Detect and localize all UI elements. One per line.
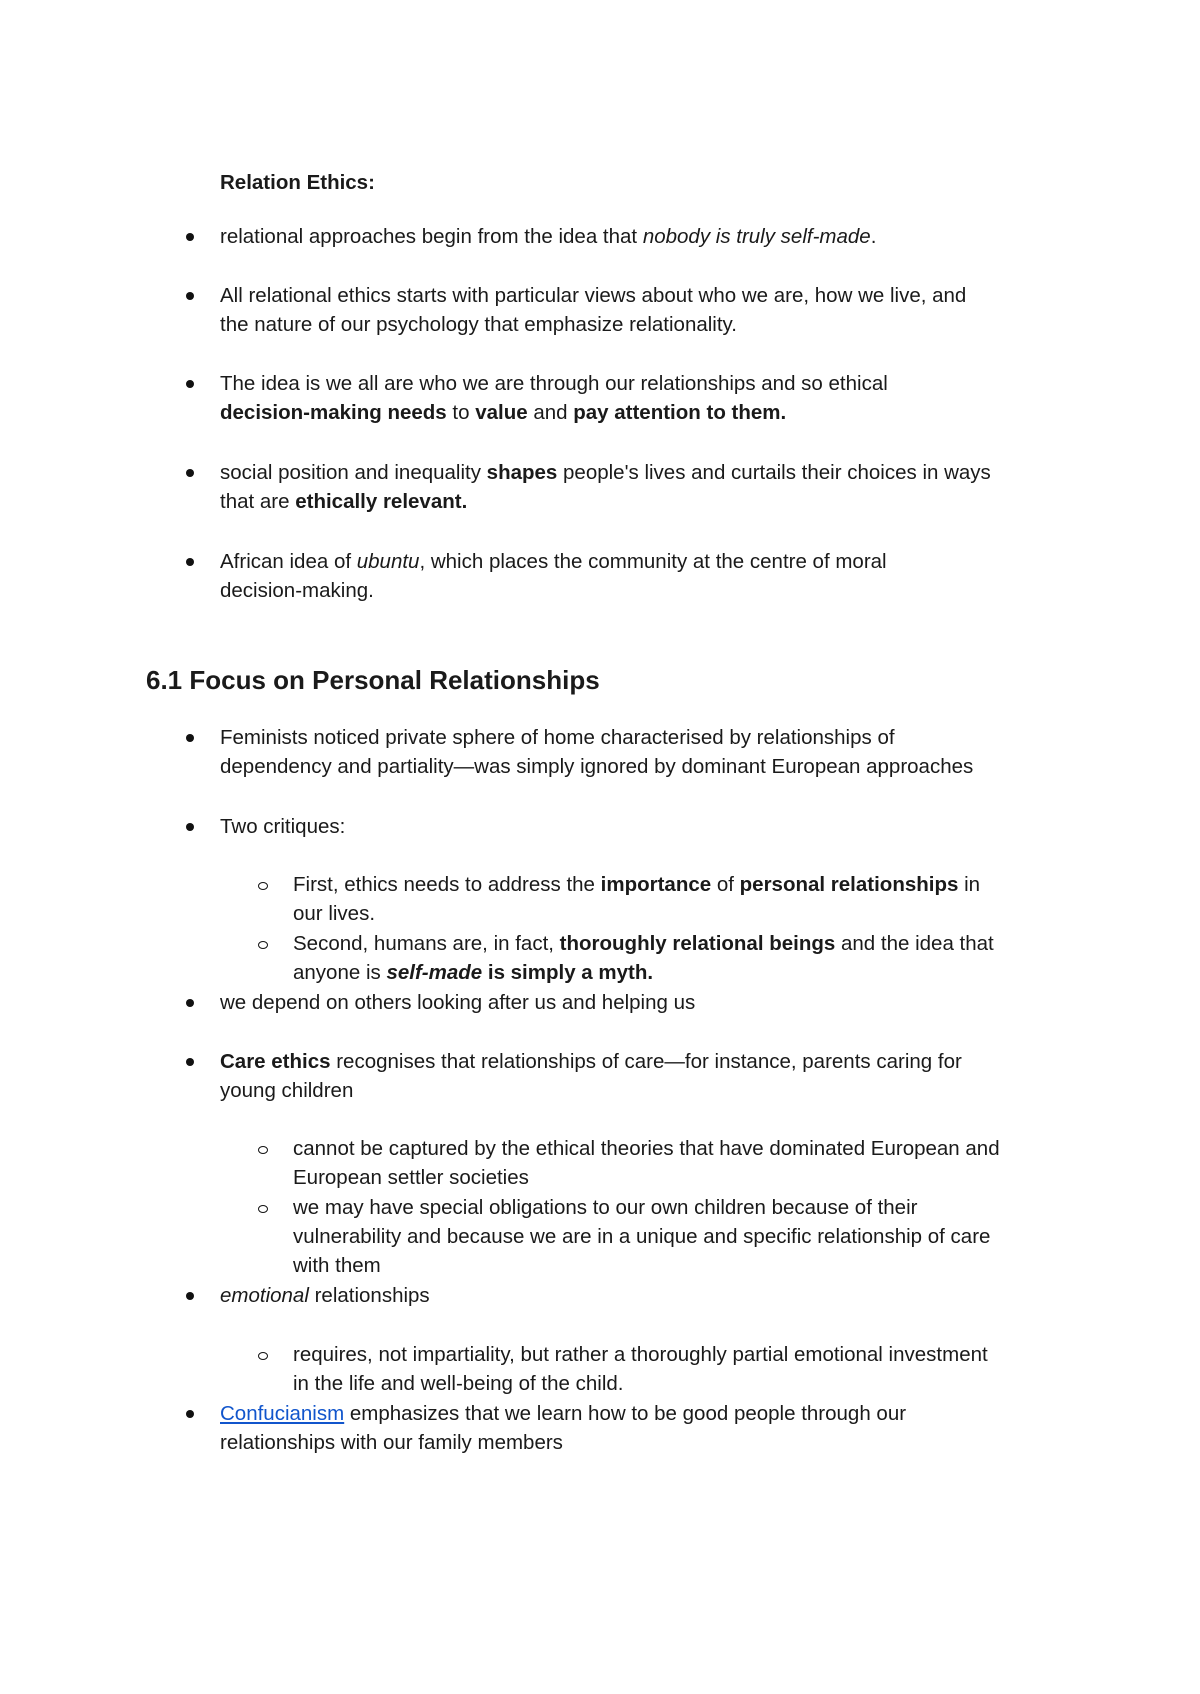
bullet-icon xyxy=(186,734,194,742)
sub-bullet-icon xyxy=(258,1205,268,1213)
list-item-line: that are ethically relevant. xyxy=(220,490,468,513)
list-item-line: All relational ethics starts with particular views about who we are, how we live, and xyxy=(220,284,967,307)
bullet-icon xyxy=(186,233,194,241)
bullet-icon xyxy=(186,999,194,1007)
sub-list-item-line: with them xyxy=(293,1254,381,1277)
sub-list-item-line: in the life and well-being of the child. xyxy=(293,1372,624,1395)
list-item: relational approaches begin from the idea that nobody is truly self-made. xyxy=(220,225,877,248)
list-item-line: Two critiques: xyxy=(220,815,346,838)
section-title: Relation Ethics: xyxy=(220,171,375,194)
bullet-icon xyxy=(186,380,194,388)
sub-bullet-icon xyxy=(258,1146,268,1154)
bullet-icon xyxy=(186,1058,194,1066)
list-item-line: the nature of our psychology that emphasize relationality. xyxy=(220,313,737,336)
list-item-line: dependency and partiality—was simply ignored by dominant European approaches xyxy=(220,755,974,778)
list-item-line: The idea is we all are who we are through our relationships and so ethical xyxy=(220,372,888,395)
list-item-line: relationships with our family members xyxy=(220,1431,563,1454)
sub-list-item-line: we may have special obligations to our own children because of their xyxy=(293,1196,918,1219)
sub-list-item-line: Second, humans are, in fact, thoroughly relational beings and the idea that xyxy=(293,932,994,955)
sub-bullet-icon xyxy=(258,1352,268,1360)
list-item-line: young children xyxy=(220,1079,354,1102)
sub-list-item-line: vulnerability and because we are in a unique and specific relationship of care xyxy=(293,1225,991,1248)
sub-bullet-icon xyxy=(258,882,268,890)
bullet-icon xyxy=(186,1292,194,1300)
list-item-line: emotional relationships xyxy=(220,1284,430,1307)
list-item-line: decision-making. xyxy=(220,579,374,602)
confucianism-link[interactable]: Confucianism xyxy=(220,1402,345,1425)
list-item-line: Confucianism emphasizes that we learn how to be good people through our xyxy=(220,1402,907,1425)
bullet-icon xyxy=(186,558,194,566)
bullet-icon xyxy=(186,1410,194,1418)
list-item-line: Feminists noticed private sphere of home characterised by relationships of xyxy=(220,726,895,749)
list-item-line: social position and inequality shapes people's lives and curtails their choices in ways xyxy=(220,461,991,484)
bullet-icon xyxy=(186,469,194,477)
sub-list-item-line: European settler societies xyxy=(293,1166,529,1189)
bullet-icon xyxy=(186,292,194,300)
sub-list-item-line: requires, not impartiality, but rather a thoroughly partial emotional investment xyxy=(293,1343,988,1366)
bullet-icon xyxy=(186,823,194,831)
list-item-line: Care ethics recognises that relationships of care—for instance, parents caring for xyxy=(220,1050,962,1073)
sub-list-item-line: our lives. xyxy=(293,902,376,925)
list-item-line: African idea of ubuntu, which places the community at the centre of moral xyxy=(220,550,887,573)
sub-list-item-line: First, ethics needs to address the importance of personal relationships in xyxy=(293,873,981,896)
sub-list-item-line: cannot be captured by the ethical theories that have dominated European and xyxy=(293,1137,1000,1160)
list-item-line: we depend on others looking after us and helping us xyxy=(220,991,696,1014)
sub-list-item-line: anyone is self-made is simply a myth. xyxy=(293,961,654,984)
list-item-line: decision-making needs to value and pay attention to them. xyxy=(220,401,787,424)
section-heading: 6.1 Focus on Personal Relationships xyxy=(146,665,600,695)
sub-bullet-icon xyxy=(258,941,268,949)
